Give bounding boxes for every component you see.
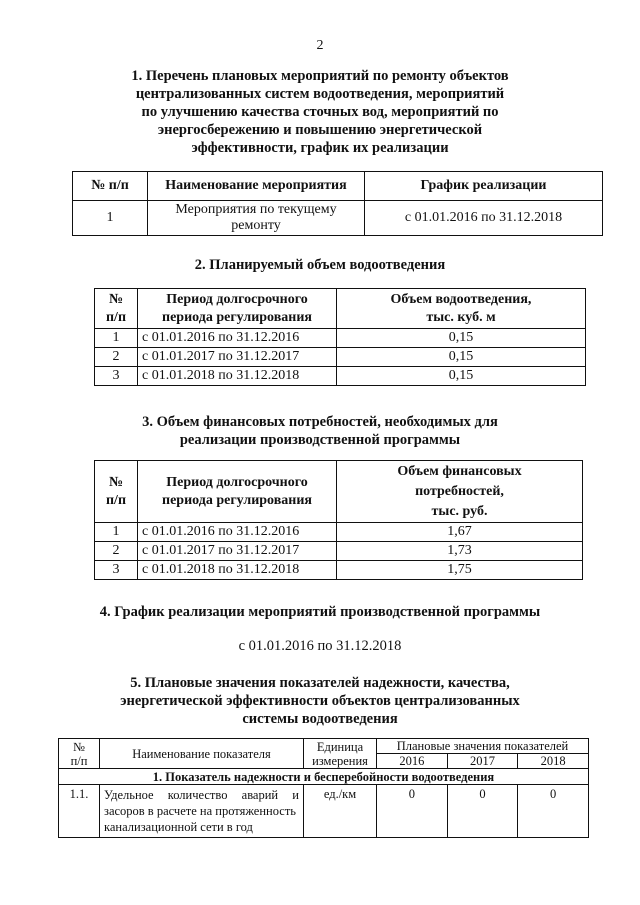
section2-table — [94, 288, 586, 386]
header-num: № п/п — [73, 172, 148, 201]
cell-period: с 01.01.2016 по 31.12.2016 — [138, 329, 337, 348]
cell-num: 1.1. — [59, 785, 100, 838]
header-period-line: периода регулирования — [162, 309, 312, 325]
section1-table — [72, 171, 603, 236]
section5-title-line: системы водоотведения — [242, 711, 398, 727]
section1-title-line: эффективности, график их реализации — [191, 140, 449, 156]
header-volume-line: тыс. куб. м — [426, 309, 496, 325]
header-period-line: Период долгосрочного — [166, 291, 308, 307]
table-header-row — [95, 289, 586, 329]
table-row — [95, 523, 583, 542]
cell-indicator-name — [100, 785, 304, 838]
header-finance-line: потребностей, — [415, 483, 504, 499]
header-num — [95, 461, 138, 523]
table-subheader-row — [59, 769, 589, 785]
cell-num: 3 — [95, 561, 138, 580]
header-unit — [304, 739, 377, 769]
cell-period: с 01.01.2018 по 31.12.2018 — [138, 561, 337, 580]
table-row — [73, 201, 603, 236]
cell-volume: 0,15 — [337, 367, 586, 386]
cell-unit: ед./км — [304, 785, 377, 838]
cell-value-2017: 0 — [447, 785, 518, 838]
section1-title-line: 1. Перечень плановых мероприятий по ремонту объектов — [131, 68, 509, 84]
header-num-line: № — [108, 474, 124, 490]
section1-title — [0, 67, 640, 157]
section1-title-line: централизованных систем водоотведения, мероприятий — [135, 86, 505, 102]
header-year: 2018 — [518, 754, 589, 769]
cell-num: 2 — [95, 542, 138, 561]
header-indicator-name: Наименование показателя — [100, 739, 304, 769]
header-num — [95, 289, 138, 329]
cell-activity-name — [148, 201, 365, 236]
indicator-name-line: засоров в расчете на протяженность — [104, 804, 297, 818]
header-num-line: п/п — [105, 492, 127, 508]
activity-name-line: ремонту — [231, 218, 281, 233]
table-row — [95, 348, 586, 367]
activity-name-line: Мероприятия по текущему — [175, 202, 337, 217]
header-year: 2016 — [377, 754, 448, 769]
section1-title-line: энергосбережению и повышению энергетической — [157, 122, 483, 138]
cell-period: с 01.01.2018 по 31.12.2018 — [138, 367, 337, 386]
cell-value-2016: 0 — [377, 785, 448, 838]
table-row — [95, 561, 583, 580]
section4-period: с 01.01.2016 по 31.12.2018 — [238, 638, 402, 654]
cell-value-2018: 0 — [518, 785, 589, 838]
section5-table — [58, 738, 589, 838]
header-finance-line: тыс. руб. — [431, 503, 488, 519]
cell-finance: 1,67 — [337, 523, 583, 542]
header-period — [138, 461, 337, 523]
cell-finance: 1,75 — [337, 561, 583, 580]
section1-title-line: по улучшению качества сточных вод, мероприятий по — [141, 104, 499, 120]
header-period — [138, 289, 337, 329]
header-volume — [337, 289, 586, 329]
table-header-row — [59, 739, 589, 754]
section3-title-line: 3. Объем финансовых потребностей, необходимых для — [142, 414, 498, 430]
header-period-line: периода регулирования — [162, 492, 312, 508]
header-schedule: График реализации — [365, 172, 603, 201]
header-unit-line: измерения — [312, 753, 368, 768]
header-year: 2017 — [447, 754, 518, 769]
cell-period: с 01.01.2017 по 31.12.2017 — [138, 542, 337, 561]
header-unit-line: Единица — [316, 739, 364, 754]
header-activity-name: Наименование мероприятия — [148, 172, 365, 201]
header-num-line: № — [73, 739, 85, 754]
cell-period: с 01.01.2016 по 31.12.2016 — [138, 523, 337, 542]
section3-title — [0, 413, 640, 449]
header-num-line: п/п — [70, 753, 88, 768]
table-row — [95, 542, 583, 561]
cell-volume: 0,15 — [337, 348, 586, 367]
page-number: 2 — [316, 38, 324, 53]
header-num — [59, 739, 100, 769]
table-header-row — [73, 172, 603, 201]
section5-title-line: энергетической эффективности объектов централизованных — [120, 693, 520, 709]
subheader-reliability: 1. Показатель надежности и бесперебойности водоотведения — [59, 769, 589, 785]
cell-num: 3 — [95, 367, 138, 386]
header-volume-line: Объем водоотведения, — [390, 291, 532, 307]
header-num-line: № — [108, 291, 124, 307]
cell-num: 1 — [95, 329, 138, 348]
table-header-row — [95, 461, 583, 523]
indicator-name-line: канализационной сети в год — [104, 820, 253, 834]
section5-title — [0, 674, 640, 728]
table-row — [95, 367, 586, 386]
cell-finance: 1,73 — [337, 542, 583, 561]
section4-title: 4. График реализации мероприятий производственной программы — [99, 604, 541, 620]
cell-num: 1 — [73, 201, 148, 236]
section3-table — [94, 460, 583, 580]
section2-title: 2. Планируемый объем водоотведения — [194, 257, 446, 273]
indicator-name-line: Удельное количество аварий и — [104, 788, 299, 802]
cell-num: 2 — [95, 348, 138, 367]
header-finance — [337, 461, 583, 523]
section3-title-line: реализации производственной программы — [179, 432, 461, 448]
cell-period: с 01.01.2017 по 31.12.2017 — [138, 348, 337, 367]
table-row — [95, 329, 586, 348]
cell-schedule: с 01.01.2016 по 31.12.2018 — [365, 201, 603, 236]
cell-num: 1 — [95, 523, 138, 542]
cell-volume: 0,15 — [337, 329, 586, 348]
header-finance-line: Объем финансовых — [397, 463, 522, 479]
header-num-line: п/п — [105, 309, 127, 325]
table-row — [59, 785, 589, 838]
header-plan-values: Плановые значения показателей — [377, 739, 589, 754]
header-period-line: Период долгосрочного — [166, 474, 308, 490]
section5-title-line: 5. Плановые значения показателей надежности, качества, — [130, 675, 510, 691]
